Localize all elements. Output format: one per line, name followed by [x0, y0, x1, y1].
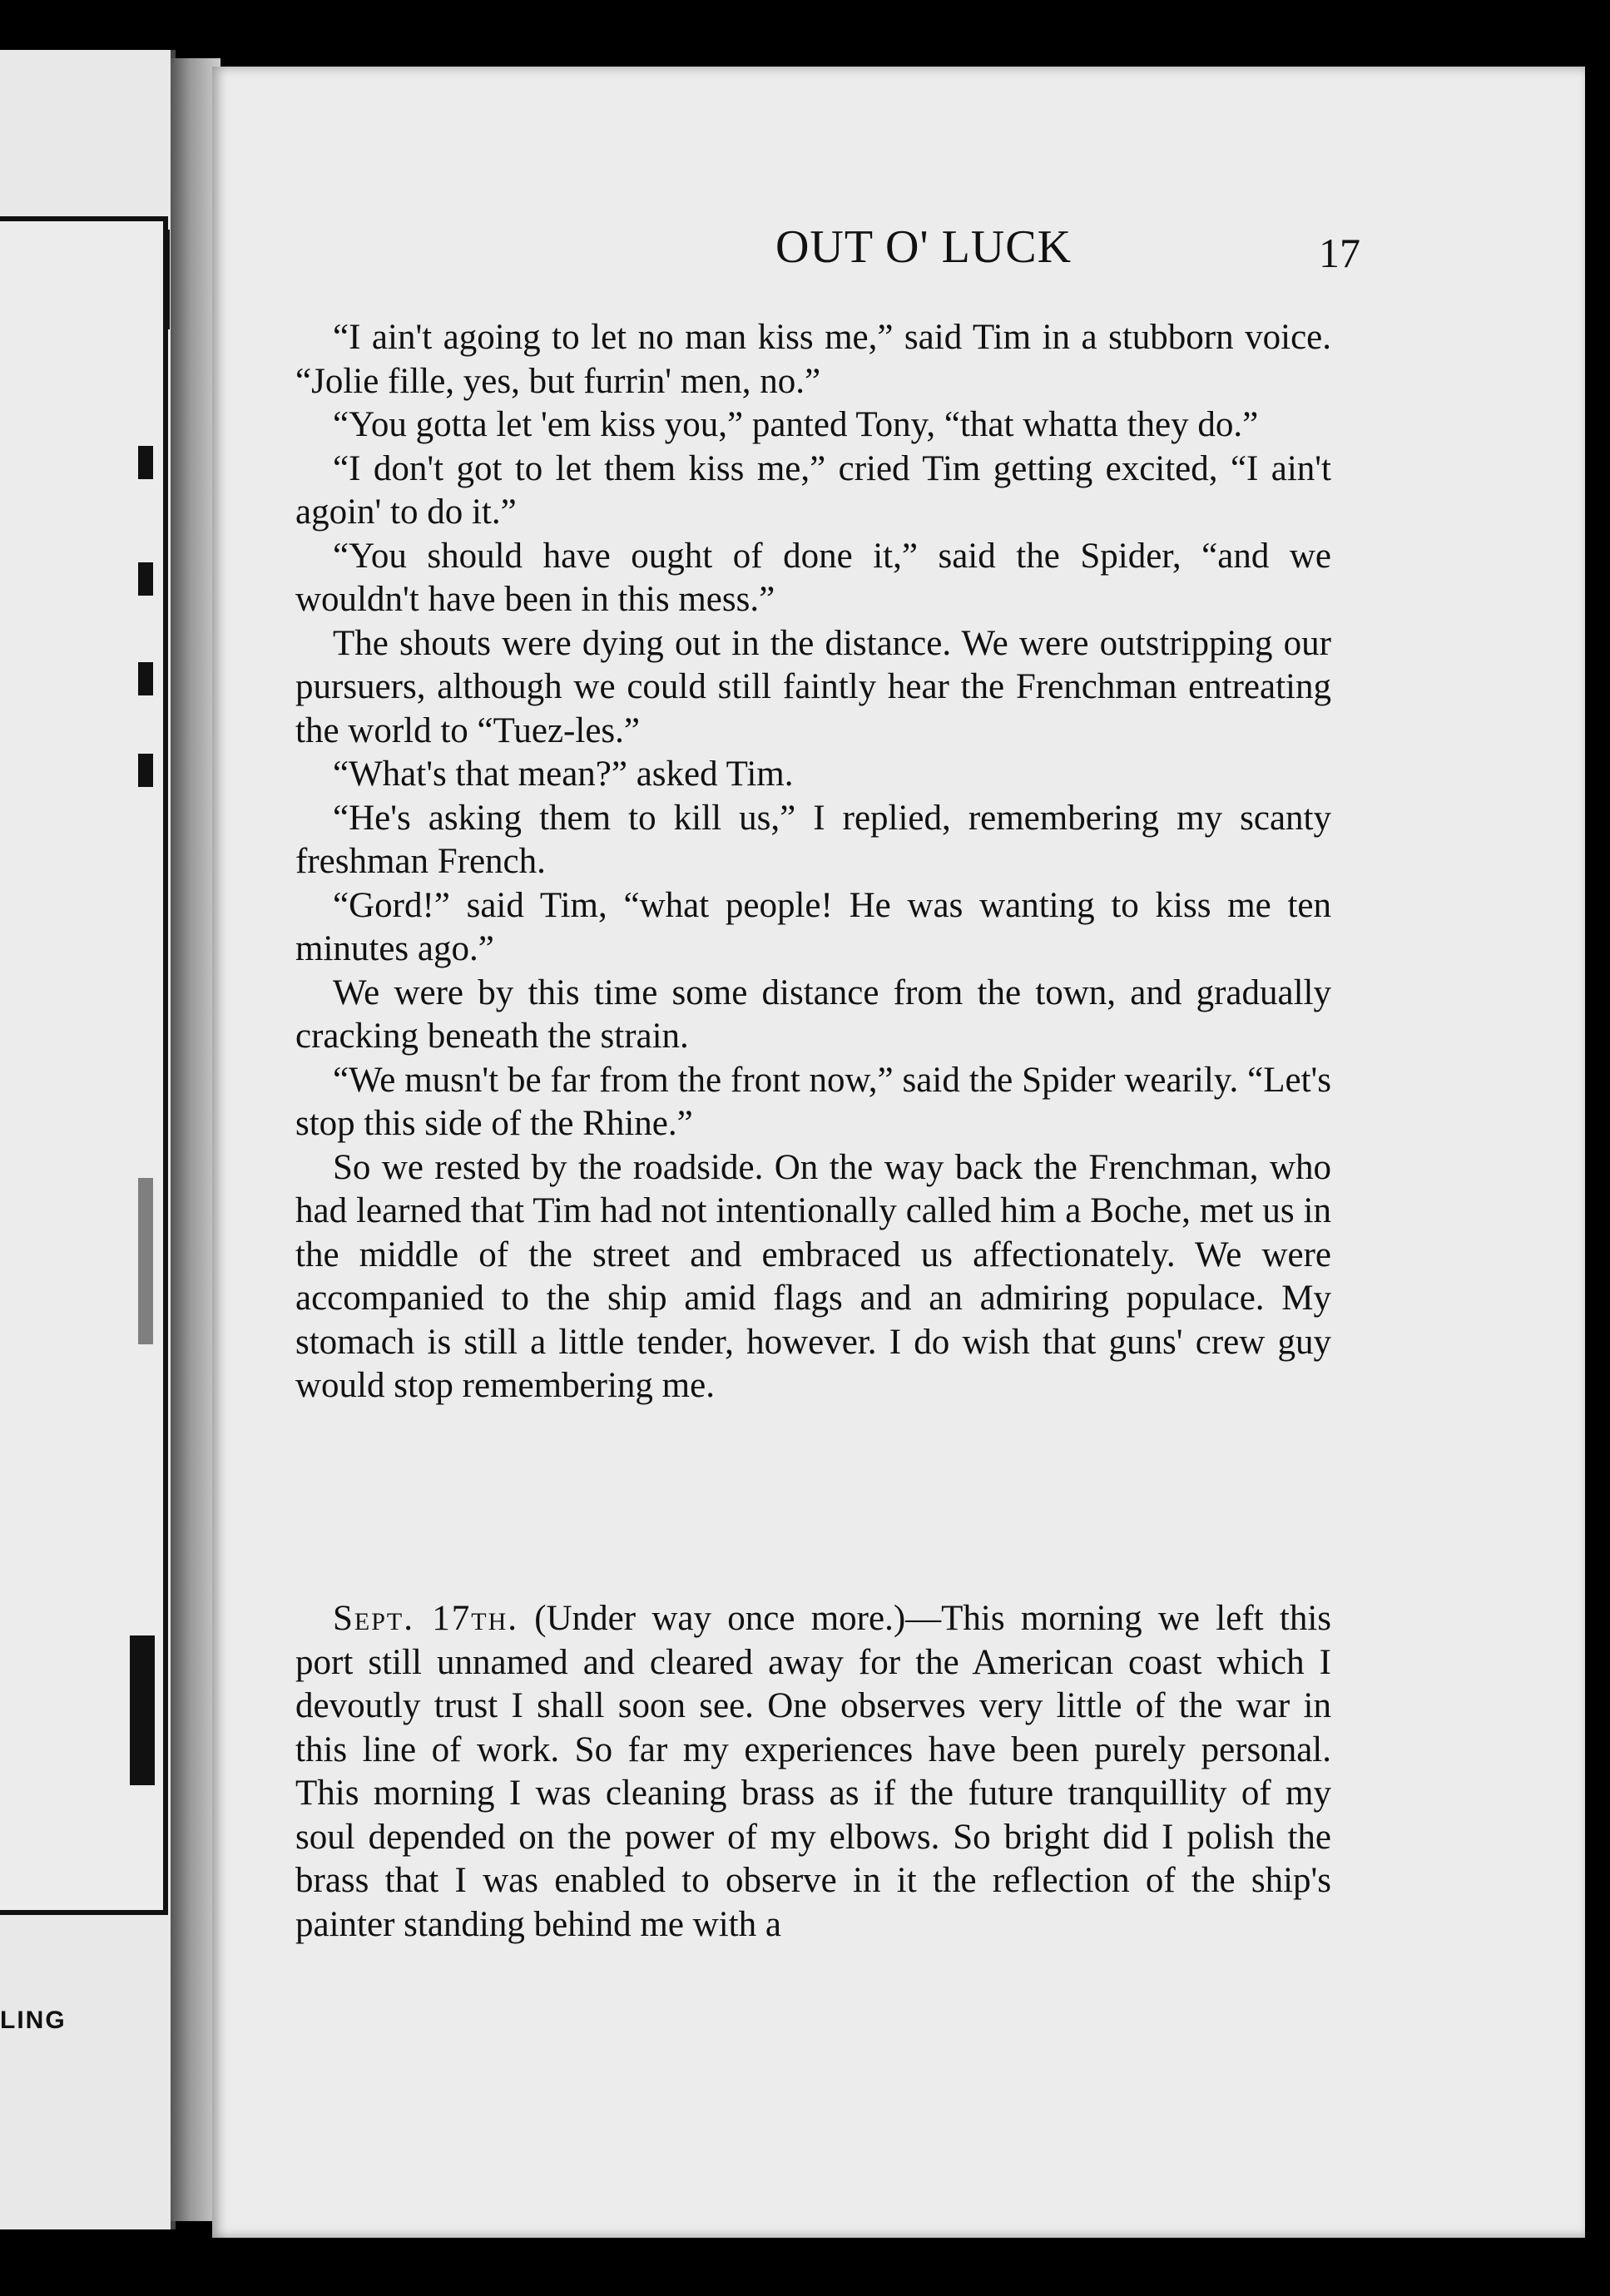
book-page: [212, 67, 1585, 2238]
entry-text: (Under way once more.)—This morning we left this port still unnamed and cleared away for the American coast which I devoutly trust I shall soon see. One observes very little of the war in this line of work. So far my experiences have been purely personal. This morning I was cleaning brass as if the future tranquillity of my soul depended on the power of my elbows. So bright did I polish the brass that I was enabled to observe in it the reflection of the ship's painter standing behind me with a: [295, 1599, 1331, 1944]
paragraph: “He's asking them to kill us,” I replied, remembering my scanty freshman French.: [295, 798, 1331, 881]
paragraph: “You gotta let 'em kiss you,” panted Tony, “that whatta they do.”: [333, 405, 1259, 444]
paragraph: We were by this time some distance from the town, and gradually cracking beneath the strain.: [295, 972, 1331, 1056]
paragraph: “What's that mean?” asked Tim.: [333, 755, 794, 794]
page-number: 17: [1319, 230, 1360, 276]
left-page-caption: LING: [0, 2007, 67, 2034]
paragraph: “Gord!” said Tim, “what people! He was wanting to kiss me ten minutes ago.”: [295, 885, 1331, 968]
paragraph: “You should have ought of done it,” said the Spider, “and we wouldn't have been in this mess.”: [295, 536, 1331, 619]
left-facing-page: [0, 50, 176, 2229]
paragraph: “I don't got to let them kiss me,” cried Tim getting excited, “I ain't agoin' to do it.”: [295, 448, 1331, 532]
left-page-illustration: [0, 216, 168, 1915]
paragraph: “We musn't be far from the front now,” said the Spider wearily. “Let's stop this side of the Rhine.”: [295, 1060, 1331, 1143]
diary-entry: [295, 1597, 1331, 1947]
running-title: OUT O' LUCK: [775, 221, 1073, 273]
diary-entry-paragraph: [295, 1597, 1331, 1947]
body-text: [295, 316, 1331, 1408]
paragraph: “I ain't agoing to let no man kiss me,” said Tim in a stubborn voice. “Jolie fille, yes, but furrin' men, no.”: [295, 318, 1331, 401]
entry-date: Sept. 17th.: [333, 1599, 519, 1638]
paragraph: So we rested by the roadside. On the way back the Frenchman, who had learned that Tim had not intentionally called him a Boche, met us in the middle of the street and embraced us affectionately. We were accompanied to the ship amid flags and an admiring populace. My stomach is still a little tender, however. I do wish that guns' crew guy would stop remembering me.: [295, 1147, 1331, 1405]
paragraph: The shouts were dying out in the distance. We were outstripping our pursuers, although we could still faintly hear the Frenchman entreating the world to “Tuez-les.”: [295, 623, 1331, 750]
